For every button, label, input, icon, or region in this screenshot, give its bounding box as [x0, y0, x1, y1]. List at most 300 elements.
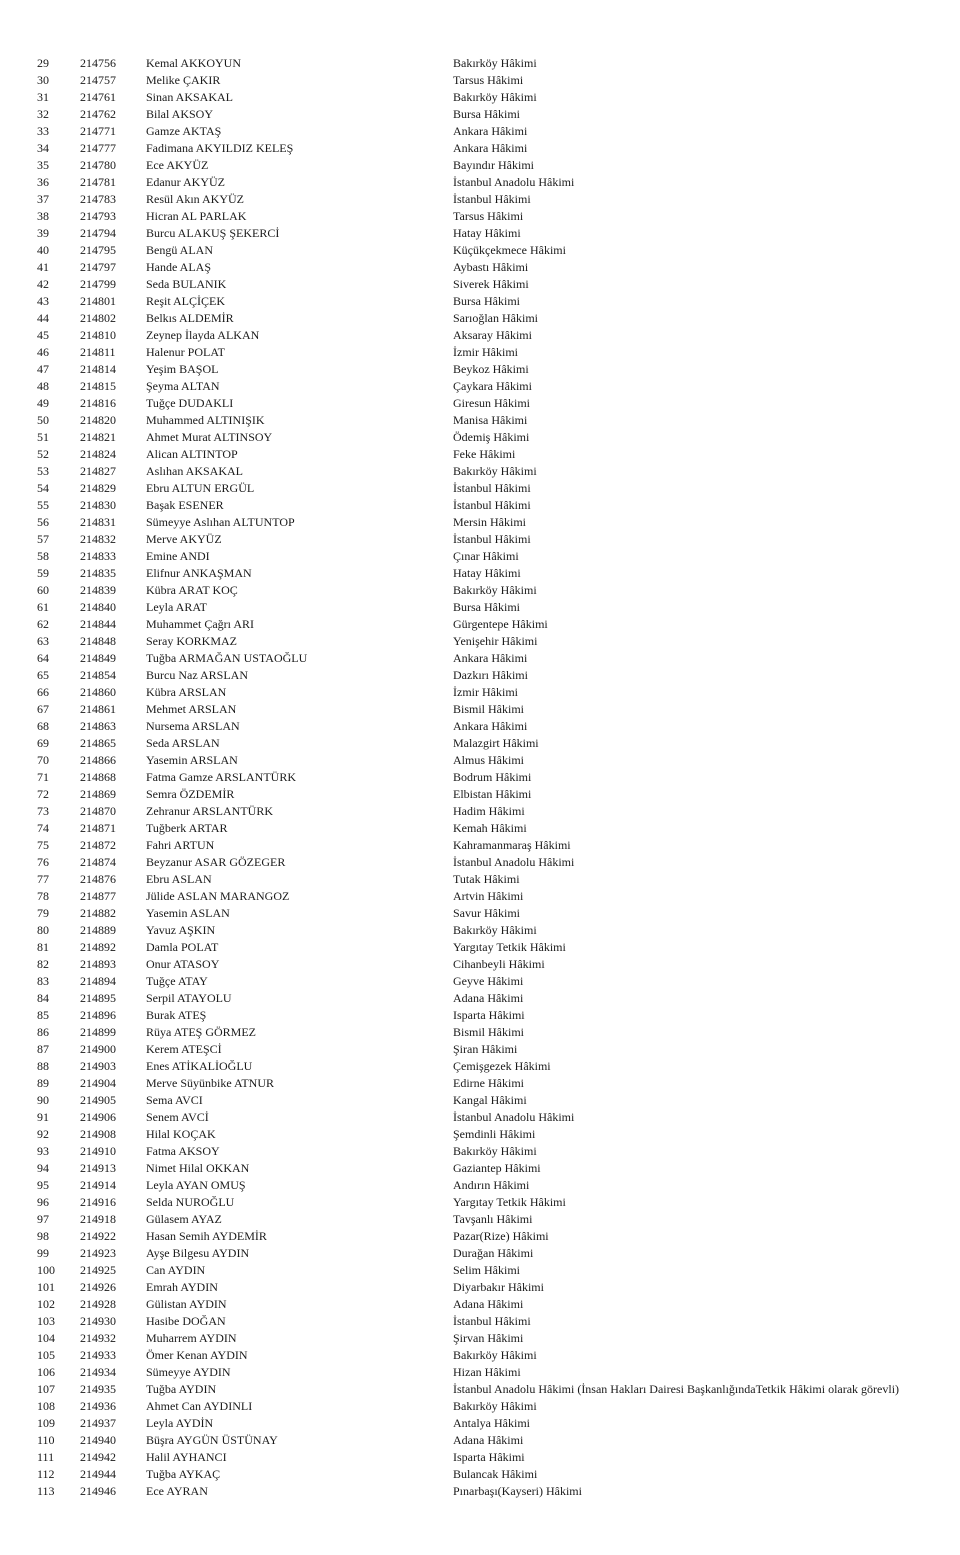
- row-number: 88: [37, 1059, 49, 1073]
- assignment-place: Bodrum Hâkimi: [453, 770, 532, 784]
- sicil-number: 214871: [80, 821, 116, 835]
- list-row: [0, 446, 960, 463]
- sicil-number: 214829: [80, 481, 116, 495]
- person-name: Nursema ARSLAN: [146, 719, 240, 733]
- person-name: Belkıs ALDEMİR: [146, 311, 234, 325]
- assignment-place: Bakırköy Hâkimi: [453, 1144, 537, 1158]
- row-number: 91: [37, 1110, 49, 1124]
- person-name: Reşit ALÇİÇEK: [146, 294, 226, 308]
- row-number: 46: [37, 345, 49, 359]
- row-number: 101: [37, 1280, 55, 1294]
- person-name: Yasemin ASLAN: [146, 906, 230, 920]
- sicil-number: 214865: [80, 736, 116, 750]
- person-name: Damla POLAT: [146, 940, 219, 954]
- row-number: 43: [37, 294, 49, 308]
- list-row: [0, 1075, 960, 1092]
- assignment-place: Yenişehir Hâkimi: [453, 634, 538, 648]
- sicil-number: 214925: [80, 1263, 116, 1277]
- person-name: Sümeyye Aslıhan ALTUNTOP: [146, 515, 295, 529]
- assignment-place: Bakırköy Hâkimi: [453, 1348, 537, 1362]
- assignment-place: Ödemiş Hâkimi: [453, 430, 530, 444]
- row-number: 99: [37, 1246, 49, 1260]
- assignment-place: İzmir Hâkimi: [453, 345, 518, 359]
- person-name: Sümeyye AYDIN: [146, 1365, 231, 1379]
- assignment-place: Kangal Hâkimi: [453, 1093, 527, 1107]
- row-number: 102: [37, 1297, 55, 1311]
- list-row: [0, 752, 960, 769]
- list-row: [0, 905, 960, 922]
- sicil-number: 214913: [80, 1161, 116, 1175]
- person-name: Ahmet Murat ALTINSOY: [146, 430, 273, 444]
- row-number: 50: [37, 413, 49, 427]
- assignment-place: Çınar Hâkimi: [453, 549, 519, 563]
- sicil-number: 214934: [80, 1365, 116, 1379]
- person-name: Leyla AYAN OMUŞ: [146, 1178, 246, 1192]
- sicil-number: 214933: [80, 1348, 116, 1362]
- person-name: Mehmet ARSLAN: [146, 702, 237, 716]
- person-name: Enes ATİKALİOĞLU: [146, 1059, 253, 1073]
- list-row: [0, 769, 960, 786]
- assignment-place: Feke Hâkimi: [453, 447, 516, 461]
- person-name: Leyla ARAT: [146, 600, 207, 614]
- list-row: [0, 1347, 960, 1364]
- assignment-place: Adana Hâkimi: [453, 991, 524, 1005]
- row-number: 62: [37, 617, 49, 631]
- list-row: [0, 497, 960, 514]
- row-number: 90: [37, 1093, 49, 1107]
- sicil-number: 214757: [80, 73, 116, 87]
- person-name: Elifnur ANKAŞMAN: [146, 566, 252, 580]
- sicil-number: 214799: [80, 277, 116, 291]
- assignment-place: Bayındır Hâkimi: [453, 158, 534, 172]
- sicil-number: 214840: [80, 600, 116, 614]
- row-number: 95: [37, 1178, 49, 1192]
- row-number: 65: [37, 668, 49, 682]
- list-row: [0, 1024, 960, 1041]
- person-name: Ebru ALTUN ERGÜL: [146, 481, 255, 495]
- assignment-place: Tarsus Hâkimi: [453, 209, 524, 223]
- row-number: 60: [37, 583, 49, 597]
- row-number: 32: [37, 107, 49, 121]
- person-name: Merve AKYÜZ: [146, 532, 222, 546]
- sicil-number: 214928: [80, 1297, 116, 1311]
- person-name: Leyla AYDİN: [146, 1416, 214, 1430]
- row-number: 58: [37, 549, 49, 563]
- list-row: [0, 140, 960, 157]
- assignment-place: Savur Hâkimi: [453, 906, 520, 920]
- assignment-place: Bakırköy Hâkimi: [453, 56, 537, 70]
- row-number: 87: [37, 1042, 49, 1056]
- person-name: Hasibe DOĞAN: [146, 1314, 226, 1328]
- person-name: Ece AKYÜZ: [146, 158, 209, 172]
- person-name: Kerem ATEŞCİ: [146, 1042, 222, 1056]
- person-name: Hande ALAŞ: [146, 260, 211, 274]
- row-number: 64: [37, 651, 49, 665]
- sicil-number: 214780: [80, 158, 116, 172]
- sicil-number: 214810: [80, 328, 116, 342]
- list-row: [0, 344, 960, 361]
- row-number: 56: [37, 515, 49, 529]
- person-name: Fadimana AKYILDIZ KELEŞ: [146, 141, 294, 155]
- sicil-number: 214777: [80, 141, 116, 155]
- row-number: 109: [37, 1416, 55, 1430]
- sicil-number: 214900: [80, 1042, 116, 1056]
- sicil-number: 214905: [80, 1093, 116, 1107]
- person-name: Sinan AKSAKAL: [146, 90, 234, 104]
- list-row: [0, 582, 960, 599]
- list-row: [0, 514, 960, 531]
- row-number: 94: [37, 1161, 49, 1175]
- list-row: [0, 973, 960, 990]
- person-name: Serpil ATAYOLU: [146, 991, 232, 1005]
- sicil-number: 214910: [80, 1144, 116, 1158]
- sicil-number: 214946: [80, 1484, 116, 1498]
- person-name: Yeşim BAŞOL: [146, 362, 219, 376]
- list-row: [0, 1330, 960, 1347]
- row-number: 73: [37, 804, 49, 818]
- person-name: Can AYDIN: [146, 1263, 206, 1277]
- list-row: [0, 820, 960, 837]
- list-row: [0, 55, 960, 72]
- person-name: Muhammet Çağrı ARI: [146, 617, 254, 631]
- assignment-place: İstanbul Anadolu Hâkimi: [453, 855, 575, 869]
- row-number: 70: [37, 753, 49, 767]
- assignment-place: Aybastı Hâkimi: [453, 260, 529, 274]
- row-number: 42: [37, 277, 49, 291]
- sicil-number: 214781: [80, 175, 116, 189]
- assignment-place: İzmir Hâkimi: [453, 685, 518, 699]
- sicil-number: 214892: [80, 940, 116, 954]
- person-name: Burcu ALAKUŞ ŞEKERCİ: [146, 226, 280, 240]
- sicil-number: 214814: [80, 362, 116, 376]
- row-number: 83: [37, 974, 49, 988]
- sicil-number: 214849: [80, 651, 116, 665]
- list-row: [0, 990, 960, 1007]
- row-number: 82: [37, 957, 49, 971]
- row-number: 66: [37, 685, 49, 699]
- person-name: Halil AYHANCI: [146, 1450, 227, 1464]
- assignment-place: Kemah Hâkimi: [453, 821, 527, 835]
- list-row: [0, 718, 960, 735]
- person-name: Başak ESENER: [146, 498, 224, 512]
- row-number: 35: [37, 158, 49, 172]
- list-row: [0, 1177, 960, 1194]
- assignment-place: Hadim Hâkimi: [453, 804, 525, 818]
- assignment-place: Şirvan Hâkimi: [453, 1331, 524, 1345]
- list-row: [0, 548, 960, 565]
- sicil-number: 214783: [80, 192, 116, 206]
- assignment-place: Durağan Hâkimi: [453, 1246, 534, 1260]
- assignment-place: Şemdinli Hâkimi: [453, 1127, 536, 1141]
- row-number: 51: [37, 430, 49, 444]
- sicil-number: 214833: [80, 549, 116, 563]
- row-number: 105: [37, 1348, 55, 1362]
- person-name: Alican ALTINTOP: [146, 447, 238, 461]
- sicil-number: 214868: [80, 770, 116, 784]
- assignment-place: Bursa Hâkimi: [453, 107, 520, 121]
- list-row: [0, 174, 960, 191]
- sicil-number: 214830: [80, 498, 116, 512]
- person-name: Selda NUROĞLU: [146, 1195, 235, 1209]
- assignment-place: Edirne Hâkimi: [453, 1076, 524, 1090]
- assignment-place: Bakırköy Hâkimi: [453, 1399, 537, 1413]
- person-name: Bilal AKSOY: [146, 107, 214, 121]
- assignment-place: İstanbul Hâkimi: [453, 192, 531, 206]
- sicil-number: 214802: [80, 311, 116, 325]
- person-name: Zehranur ARSLANTÜRK: [146, 804, 273, 818]
- person-name: Ece AYRAN: [146, 1484, 208, 1498]
- person-name: Fatma AKSOY: [146, 1144, 220, 1158]
- person-name: Fatma Gamze ARSLANTÜRK: [146, 770, 296, 784]
- assignment-place: Adana Hâkimi: [453, 1433, 524, 1447]
- assignment-place: Selim Hâkimi: [453, 1263, 520, 1277]
- assignment-place: Küçükçekmece Hâkimi: [453, 243, 566, 257]
- row-number: 103: [37, 1314, 55, 1328]
- assignment-place: Manisa Hâkimi: [453, 413, 528, 427]
- sicil-number: 214762: [80, 107, 116, 121]
- list-row: [0, 1381, 960, 1398]
- sicil-number: 214832: [80, 532, 116, 546]
- row-number: 61: [37, 600, 49, 614]
- sicil-number: 214940: [80, 1433, 116, 1447]
- person-name: Rüya ATEŞ GÖRMEZ: [146, 1025, 257, 1039]
- row-number: 84: [37, 991, 49, 1005]
- row-number: 47: [37, 362, 49, 376]
- list-row: [0, 701, 960, 718]
- sicil-number: 214771: [80, 124, 116, 138]
- row-number: 34: [37, 141, 49, 155]
- list-row: [0, 378, 960, 395]
- list-row: [0, 888, 960, 905]
- person-name: Fahri ARTUN: [146, 838, 215, 852]
- person-name: Onur ATASOY: [146, 957, 220, 971]
- assignment-place: Beykoz Hâkimi: [453, 362, 529, 376]
- assignment-place: Tutak Hâkimi: [453, 872, 520, 886]
- person-name: Muharrem AYDIN: [146, 1331, 237, 1345]
- sicil-number: 214889: [80, 923, 116, 937]
- person-name: Tuğçe DUDAKLI: [146, 396, 234, 410]
- assignment-place: Ankara Hâkimi: [453, 719, 528, 733]
- row-number: 63: [37, 634, 49, 648]
- person-name: Ebru ASLAN: [146, 872, 212, 886]
- row-number: 97: [37, 1212, 49, 1226]
- person-name: Hilal KOÇAK: [146, 1127, 216, 1141]
- assignment-place: Siverek Hâkimi: [453, 277, 529, 291]
- row-number: 49: [37, 396, 49, 410]
- list-row: [0, 837, 960, 854]
- row-number: 104: [37, 1331, 55, 1345]
- row-number: 86: [37, 1025, 49, 1039]
- list-row: [0, 106, 960, 123]
- sicil-number: 214872: [80, 838, 116, 852]
- sicil-number: 214835: [80, 566, 116, 580]
- sicil-number: 214918: [80, 1212, 116, 1226]
- list-row: [0, 667, 960, 684]
- person-name: Kübra ARAT KOÇ: [146, 583, 238, 597]
- row-number: 108: [37, 1399, 55, 1413]
- list-row: [0, 1058, 960, 1075]
- sicil-number: 214761: [80, 90, 116, 104]
- list-row: [0, 1109, 960, 1126]
- person-name: Tuğçe ATAY: [146, 974, 208, 988]
- person-name: Sema AVCI: [146, 1093, 203, 1107]
- person-name: Zeynep İlayda ALKAN: [146, 328, 260, 342]
- assignment-place: Hizan Hâkimi: [453, 1365, 521, 1379]
- assignment-place: Yargıtay Tetkik Hâkimi: [453, 1195, 566, 1209]
- row-number: 59: [37, 566, 49, 580]
- person-name: Hicran AL PARLAK: [146, 209, 247, 223]
- person-name: Tuğba AYKAÇ: [146, 1467, 221, 1481]
- sicil-number: 214824: [80, 447, 116, 461]
- sicil-number: 214914: [80, 1178, 116, 1192]
- list-row: [0, 1143, 960, 1160]
- person-name: Burak ATEŞ: [146, 1008, 207, 1022]
- assignment-place: Bursa Hâkimi: [453, 294, 520, 308]
- row-number: 112: [37, 1467, 55, 1481]
- assignment-place: Elbistan Hâkimi: [453, 787, 532, 801]
- list-row: [0, 1398, 960, 1415]
- list-row: [0, 1296, 960, 1313]
- row-number: 33: [37, 124, 49, 138]
- assignment-place: Malazgirt Hâkimi: [453, 736, 539, 750]
- row-number: 68: [37, 719, 49, 733]
- row-number: 69: [37, 736, 49, 750]
- row-number: 55: [37, 498, 49, 512]
- assignment-place: Giresun Hâkimi: [453, 396, 530, 410]
- assignment-place: Bismil Hâkimi: [453, 702, 525, 716]
- sicil-number: 214936: [80, 1399, 116, 1413]
- list-row: [0, 1432, 960, 1449]
- list-row: [0, 361, 960, 378]
- row-number: 80: [37, 923, 49, 937]
- assignment-place: Şiran Hâkimi: [453, 1042, 518, 1056]
- list-row: [0, 157, 960, 174]
- list-row: [0, 429, 960, 446]
- assignment-place: Tavşanlı Hâkimi: [453, 1212, 533, 1226]
- person-name: Burcu Naz ARSLAN: [146, 668, 248, 682]
- row-number: 45: [37, 328, 49, 342]
- assignment-place: Antalya Hâkimi: [453, 1416, 530, 1430]
- person-name: Kemal AKKOYUN: [146, 56, 241, 70]
- assignment-place: İstanbul Hâkimi: [453, 532, 531, 546]
- assignment-place: Artvin Hâkimi: [453, 889, 524, 903]
- sicil-number: 214811: [80, 345, 116, 359]
- list-row: [0, 1228, 960, 1245]
- list-row: [0, 1126, 960, 1143]
- list-row: [0, 922, 960, 939]
- sicil-number: 214904: [80, 1076, 116, 1090]
- list-row: [0, 1211, 960, 1228]
- row-number: 30: [37, 73, 49, 87]
- list-row: [0, 310, 960, 327]
- row-number: 78: [37, 889, 49, 903]
- person-name: Seda BULANIK: [146, 277, 227, 291]
- sicil-number: 214896: [80, 1008, 116, 1022]
- assignment-place: Yargıtay Tetkik Hâkimi: [453, 940, 566, 954]
- sicil-number: 214882: [80, 906, 116, 920]
- row-number: 52: [37, 447, 49, 461]
- sicil-number: 214866: [80, 753, 116, 767]
- list-row: [0, 395, 960, 412]
- sicil-number: 214820: [80, 413, 116, 427]
- person-name: Semra ÖZDEMİR: [146, 787, 235, 801]
- person-name: Melike ÇAKIR: [146, 73, 221, 87]
- list-row: [0, 123, 960, 140]
- assignment-place: Dazkırı Hâkimi: [453, 668, 528, 682]
- row-number: 76: [37, 855, 49, 869]
- assignment-place: İstanbul Anadolu Hâkimi: [453, 175, 575, 189]
- list-row: [0, 650, 960, 667]
- list-row: [0, 871, 960, 888]
- row-number: 79: [37, 906, 49, 920]
- list-row: [0, 531, 960, 548]
- assignment-place: Sarıoğlan Hâkimi: [453, 311, 538, 325]
- row-number: 54: [37, 481, 49, 495]
- sicil-number: 214935: [80, 1382, 116, 1396]
- row-number: 72: [37, 787, 49, 801]
- row-number: 111: [37, 1450, 55, 1464]
- sicil-number: 214860: [80, 685, 116, 699]
- list-row: [0, 633, 960, 650]
- assignment-place: Isparta Hâkimi: [453, 1450, 525, 1464]
- assignment-place: Çemişgezek Hâkimi: [453, 1059, 551, 1073]
- person-name: Gamze AKTAŞ: [146, 124, 222, 138]
- sicil-number: 214831: [80, 515, 116, 529]
- list-row: [0, 1364, 960, 1381]
- assignment-place: Ankara Hâkimi: [453, 141, 528, 155]
- assignment-place: Çaykara Hâkimi: [453, 379, 532, 393]
- row-number: 67: [37, 702, 49, 716]
- row-number: 98: [37, 1229, 49, 1243]
- sicil-number: 214908: [80, 1127, 116, 1141]
- sicil-number: 214916: [80, 1195, 116, 1209]
- row-number: 96: [37, 1195, 49, 1209]
- sicil-number: 214926: [80, 1280, 116, 1294]
- judge-list: [0, 55, 960, 1500]
- row-number: 31: [37, 90, 49, 104]
- person-name: Seda ARSLAN: [146, 736, 220, 750]
- list-row: [0, 72, 960, 89]
- row-number: 44: [37, 311, 49, 325]
- list-row: [0, 939, 960, 956]
- person-name: Ayşe Bilgesu AYDIN: [146, 1246, 250, 1260]
- sicil-number: 214870: [80, 804, 116, 818]
- assignment-place: Bakırköy Hâkimi: [453, 90, 537, 104]
- list-row: [0, 208, 960, 225]
- sicil-number: 214816: [80, 396, 116, 410]
- assignment-place: Aksaray Hâkimi: [453, 328, 532, 342]
- list-row: [0, 480, 960, 497]
- list-row: [0, 1279, 960, 1296]
- list-row: [0, 1007, 960, 1024]
- person-name: Gülasem AYAZ: [146, 1212, 222, 1226]
- list-row: [0, 735, 960, 752]
- list-row: [0, 565, 960, 582]
- person-name: Merve Süyünbike ATNUR: [146, 1076, 274, 1090]
- person-name: Tuğberk ARTAR: [146, 821, 228, 835]
- person-name: Büşra AYGÜN ÜSTÜNAY: [146, 1433, 278, 1447]
- row-number: 107: [37, 1382, 55, 1396]
- sicil-number: 214930: [80, 1314, 116, 1328]
- sicil-number: 214801: [80, 294, 116, 308]
- person-name: Aslıhan AKSAKAL: [146, 464, 244, 478]
- assignment-place: Kahramanmaraş Hâkimi: [453, 838, 571, 852]
- row-number: 29: [37, 56, 49, 70]
- row-number: 48: [37, 379, 49, 393]
- list-row: [0, 1160, 960, 1177]
- list-row: [0, 1313, 960, 1330]
- list-row: [0, 327, 960, 344]
